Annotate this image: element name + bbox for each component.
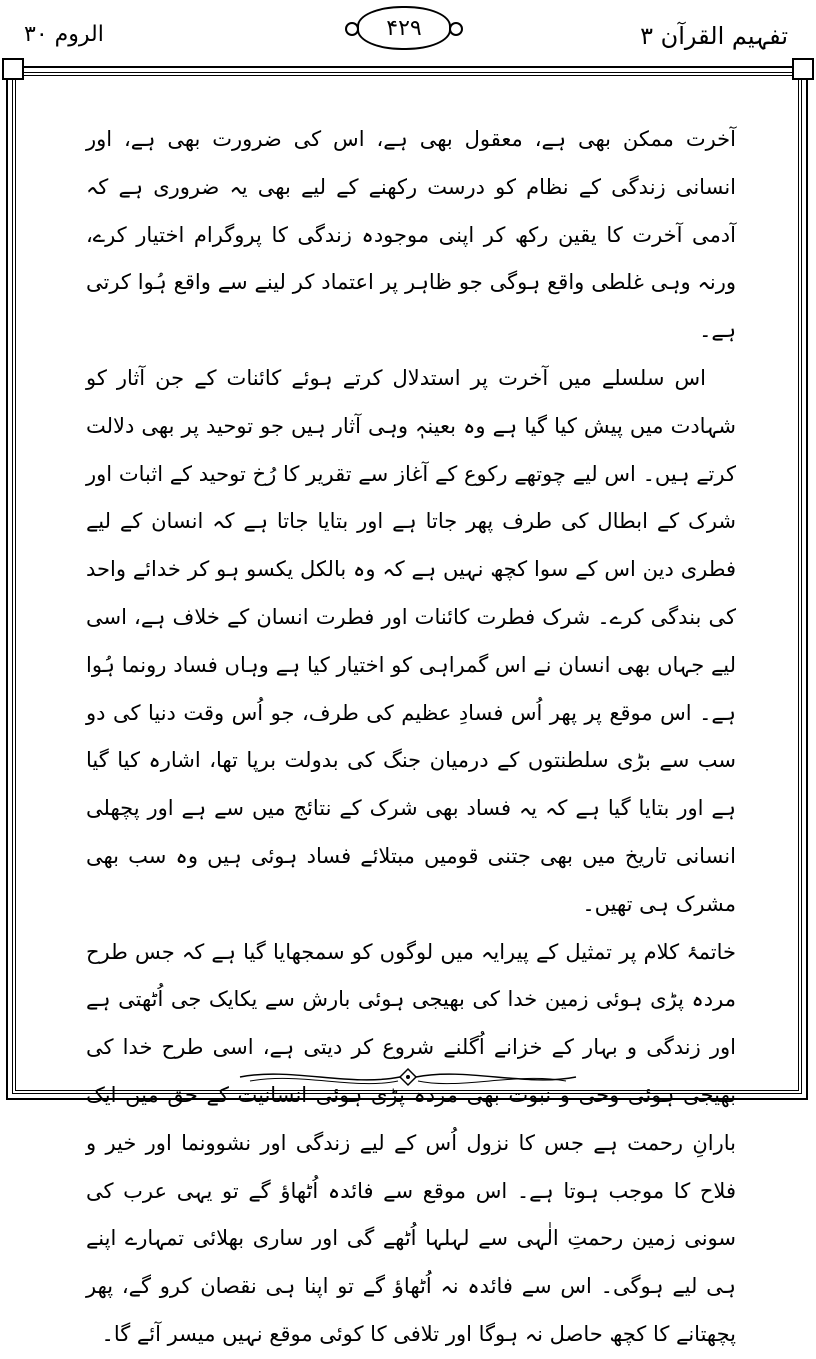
paragraph-2: اس سلسلے میں آخرت پر استدلال کرتے ہوئے کائنات کے جن آثار کو شہادت میں پیش کیا گیا ہے وہ بعینہٖ وہی آثار ہیں جو توحید پر بھی دلالت کرتے ہیں۔ اس لیے چوتھے رکوع کے آغاز سے تقریر کا رُخ توحید کے اثبات اور شرک کے ابطال کی طرف پھر جاتا ہے اور بتایا جاتا ہے کہ انسان کے لیے فطری دین اس کے سوا کچھ نہیں ہے کہ وہ بالکل یکسو ہو کر خدائے واحد کی بندگی کرے۔ شرک فطرت کائنات اور فطرت انسان کے خلاف ہے، اسی لیے جہاں بھی انسان نے اس گمراہی کو اختیار کیا ہے وہاں فساد رونما ہُوا ہے۔ اس موقع پر پھر اُس فسادِ عظیم کی طرف، جو اُس وقت دنیا کی دو سب سے بڑی سلطنتوں کے درمیان جنگ کی بدولت برپا تھا، اشارہ کیا گیا ہے اور بتایا گیا ہے کہ یہ فساد بھی شرک کے نتائج میں سے ہے اور پچھلی انسانی تاریخ میں بھی جتنی قومیں مبتلائے فساد ہوئی ہیں وہ سب بھی مشرک ہی تھیں۔	[86, 365, 736, 916]
border-corner-ornament	[2, 58, 24, 80]
page-body	[86, 116, 736, 1359]
paragraph-3: خاتمۂ کلام پر تمثیل کے پیرایہ میں لوگوں کو سمجھایا گیا ہے کہ جس طرح مردہ پڑی ہوئی زمین خدا کی بھیجی ہوئی بارش سے یکایک جی اُٹھتی ہے اور زندگی و بہار کے خزانے اُگلنے شروع کر دیتی ہے، اسی طرح خدا کی بھیجی ہوئی وحی و نبوت بھی مردہ پڑی ہوئی انسانیت کے حق میں ایک بارانِ رحمت ہے جس کا نزول اُس کے لیے زندگی اور نشوونما اور خیر و فلاح کا موجب ہوتا ہے۔ اس موقع سے فائدہ اُٹھاؤ گے تو یہی عرب کی سونی زمین رحمتِ الٰہی سے لہلہا اُٹھے گی اور ساری بھلائی تمہارے اپنے ہی لیے ہوگی۔ اس سے فائدہ نہ اُٹھاؤ گے تو اپنا ہی نقصان کرو گے، پھر پچھتانے کا کچھ حاصل نہ ہوگا اور تلافی کا کوئی موقع نہیں میسر آئے گا۔	[86, 939, 736, 1346]
closing-flourish-icon	[230, 1062, 586, 1092]
paragraph-1: آخرت ممکن بھی ہے، معقول بھی ہے، اس کی ضرورت بھی ہے، اور انسانی زندگی کے نظام کو درست رکھنے کے لیے بھی یہ ضروری ہے کہ آدمی آخرت کا یقین رکھ کر اپنی موجودہ زندگی کا پروگرام اختیار کرے، ورنہ وہی غلطی واقع ہوگی جو ظاہر پر اعتماد کر لینے سے واقع ہُوا کرتی ہے۔	[86, 127, 736, 343]
page-number: ۴۲۹	[357, 6, 451, 50]
page-header	[0, 0, 816, 60]
section-label: الروم ۳۰	[24, 22, 104, 47]
book-title: تفہیم القرآن ۳	[640, 22, 788, 50]
border-corner-ornament	[792, 58, 814, 80]
